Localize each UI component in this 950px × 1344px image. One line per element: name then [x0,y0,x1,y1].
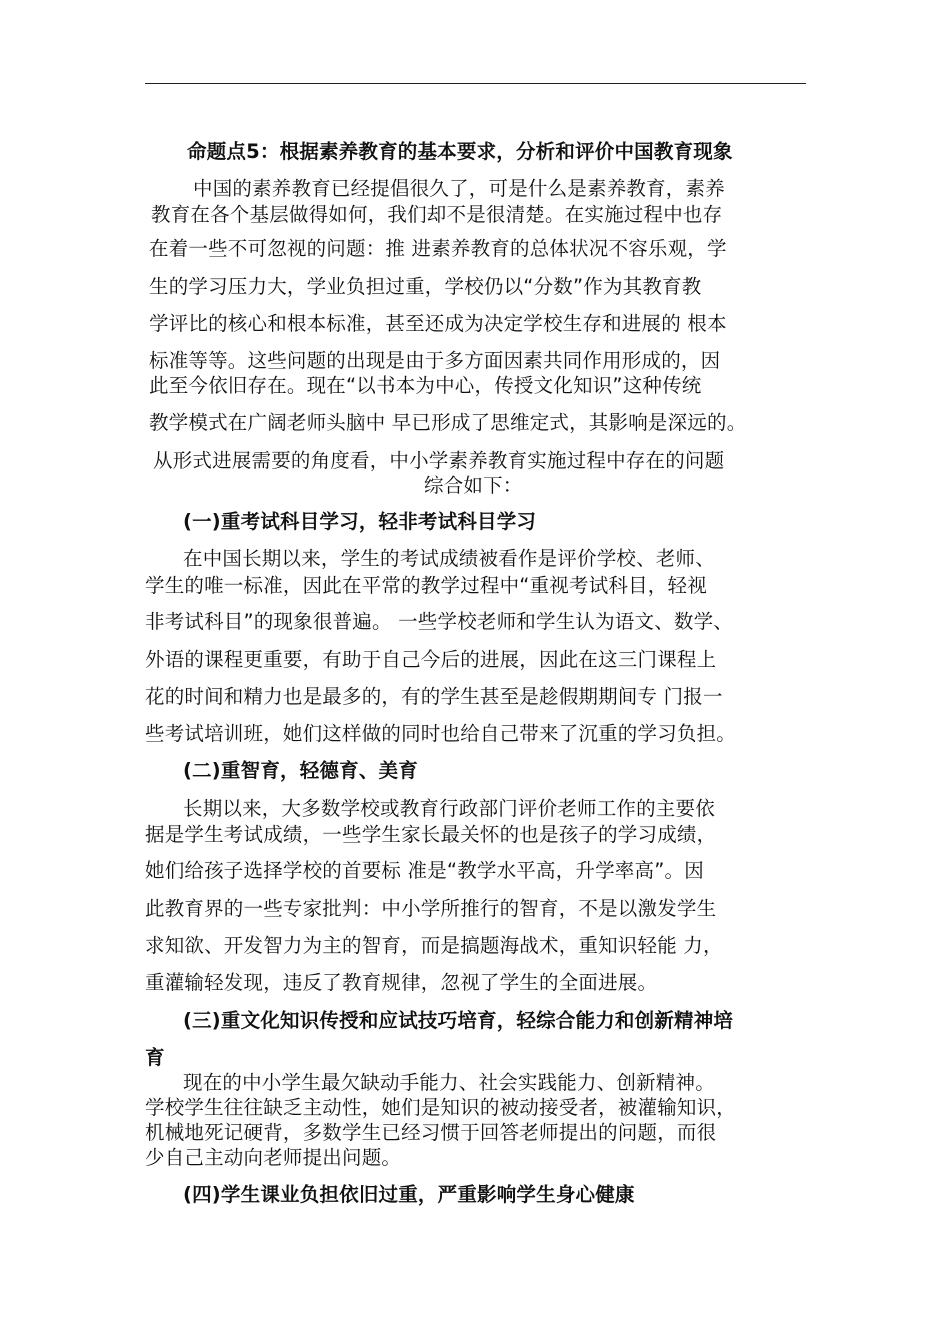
paragraph-line: 此至今依旧存在。现在“以书本为中心，传授文化知识”这种传统 [149,374,702,397]
section-title: 命题点5：根据素养教育的基本要求，分析和评价中国教育现象 [187,140,733,163]
paragraph-line: 在着一些不可忽视的问题：推 进素养教育的总体状况不容乐观，学 [149,237,727,260]
paragraph-line: 据是学生考试成绩，一些学生家长最关怀的也是孩子的学习成绩， [145,823,717,846]
paragraph-line: 教育在各个基层做得如何，我们却不是很清楚。在实施过程中也存 [151,203,723,226]
paragraph-line: 学评比的核心和根本标准，甚至还成为决定学校生存和进展的 根本 [149,312,727,335]
subsection-heading: (一)重考试科目学习，轻非考试科目学习 [183,510,537,533]
paragraph-line: 标准等等。这些问题的出现是由于多方面因素共同作用形成的，因 [149,349,721,372]
paragraph-line: 求知欲、开发智力为主的智育，而是搞题海战术，重知识轻能 力， [145,934,723,957]
paragraph-line: 从形式进展需要的角度看，中小学素养教育实施过程中存在的问题 [153,449,725,472]
paragraph-line: 花的时间和精力也是最多的，有的学生甚至是趁假期期间专 门报一 [145,685,723,708]
paragraph-line: 非考试科目”的现象很普遍。 一些学校老师和学生认为语文、数学、 [145,610,734,633]
paragraph-line: 现在的中小学生最欠缺动手能力、社会实践能力、创新精神。 [183,1071,715,1094]
subsection-heading: (三)重文化知识传授和应试技巧培育，轻综合能力和创新精神培 [183,1009,734,1032]
paragraph-line: 生的学习压力大，学业负担过重，学校仍以“分数”作为其教育教 [149,275,702,298]
paragraph-line: 综合如下： [424,474,523,497]
paragraph-line: 在中国长期以来，学生的考试成绩被看作是评价学校、老师、 [183,547,715,570]
paragraph-line: 中国的素养教育已经提倡很久了，可是什么是素养教育，素养 [193,177,725,200]
subsection-heading-continuation: 育 [145,1046,165,1069]
paragraph-line: 教学模式在广阔老师头脑中 早已形成了思维定式，其影响是深远的。 [149,411,747,434]
paragraph-line: 学校学生往往缺乏主动性，她们是知识的被动接受者，被灌输知识， [145,1096,737,1119]
paragraph-line: 长期以来，大多数学校或教育行政部门评价老师工作的主要依 [183,797,715,820]
paragraph-line: 重灌输轻发现，违反了教育规律，忽视了学生的全面进展。 [145,971,658,994]
subsection-heading: (二)重智育，轻德育、美育 [183,759,418,782]
paragraph-line: 些考试培训班，她们这样做的同时也给自己带来了沉重的学习负担。 [145,722,737,745]
paragraph-line: 此教育界的一些专家批判：中小学所推行的智育，不是以激发学生 [145,897,717,920]
subsection-heading: (四)学生课业负担依旧过重，严重影响学生身心健康 [183,1183,635,1206]
paragraph-line: 学生的唯一标准，因此在平常的教学过程中“重视考试科目，轻视 [145,574,707,597]
header-rule [145,83,806,84]
paragraph-line: 机械地死记硬背，多数学生已经习惯于回答老师提出的问题，而很 [145,1121,717,1144]
paragraph-line: 外语的课程更重要，有助于自己今后的进展，因此在这三门课程上 [145,648,717,671]
paragraph-line: 她们给孩子选择学校的首要标 准是“教学水平高，升学率高”。因 [145,859,704,882]
paragraph-line: 少自己主动向老师提出问题。 [145,1146,402,1169]
